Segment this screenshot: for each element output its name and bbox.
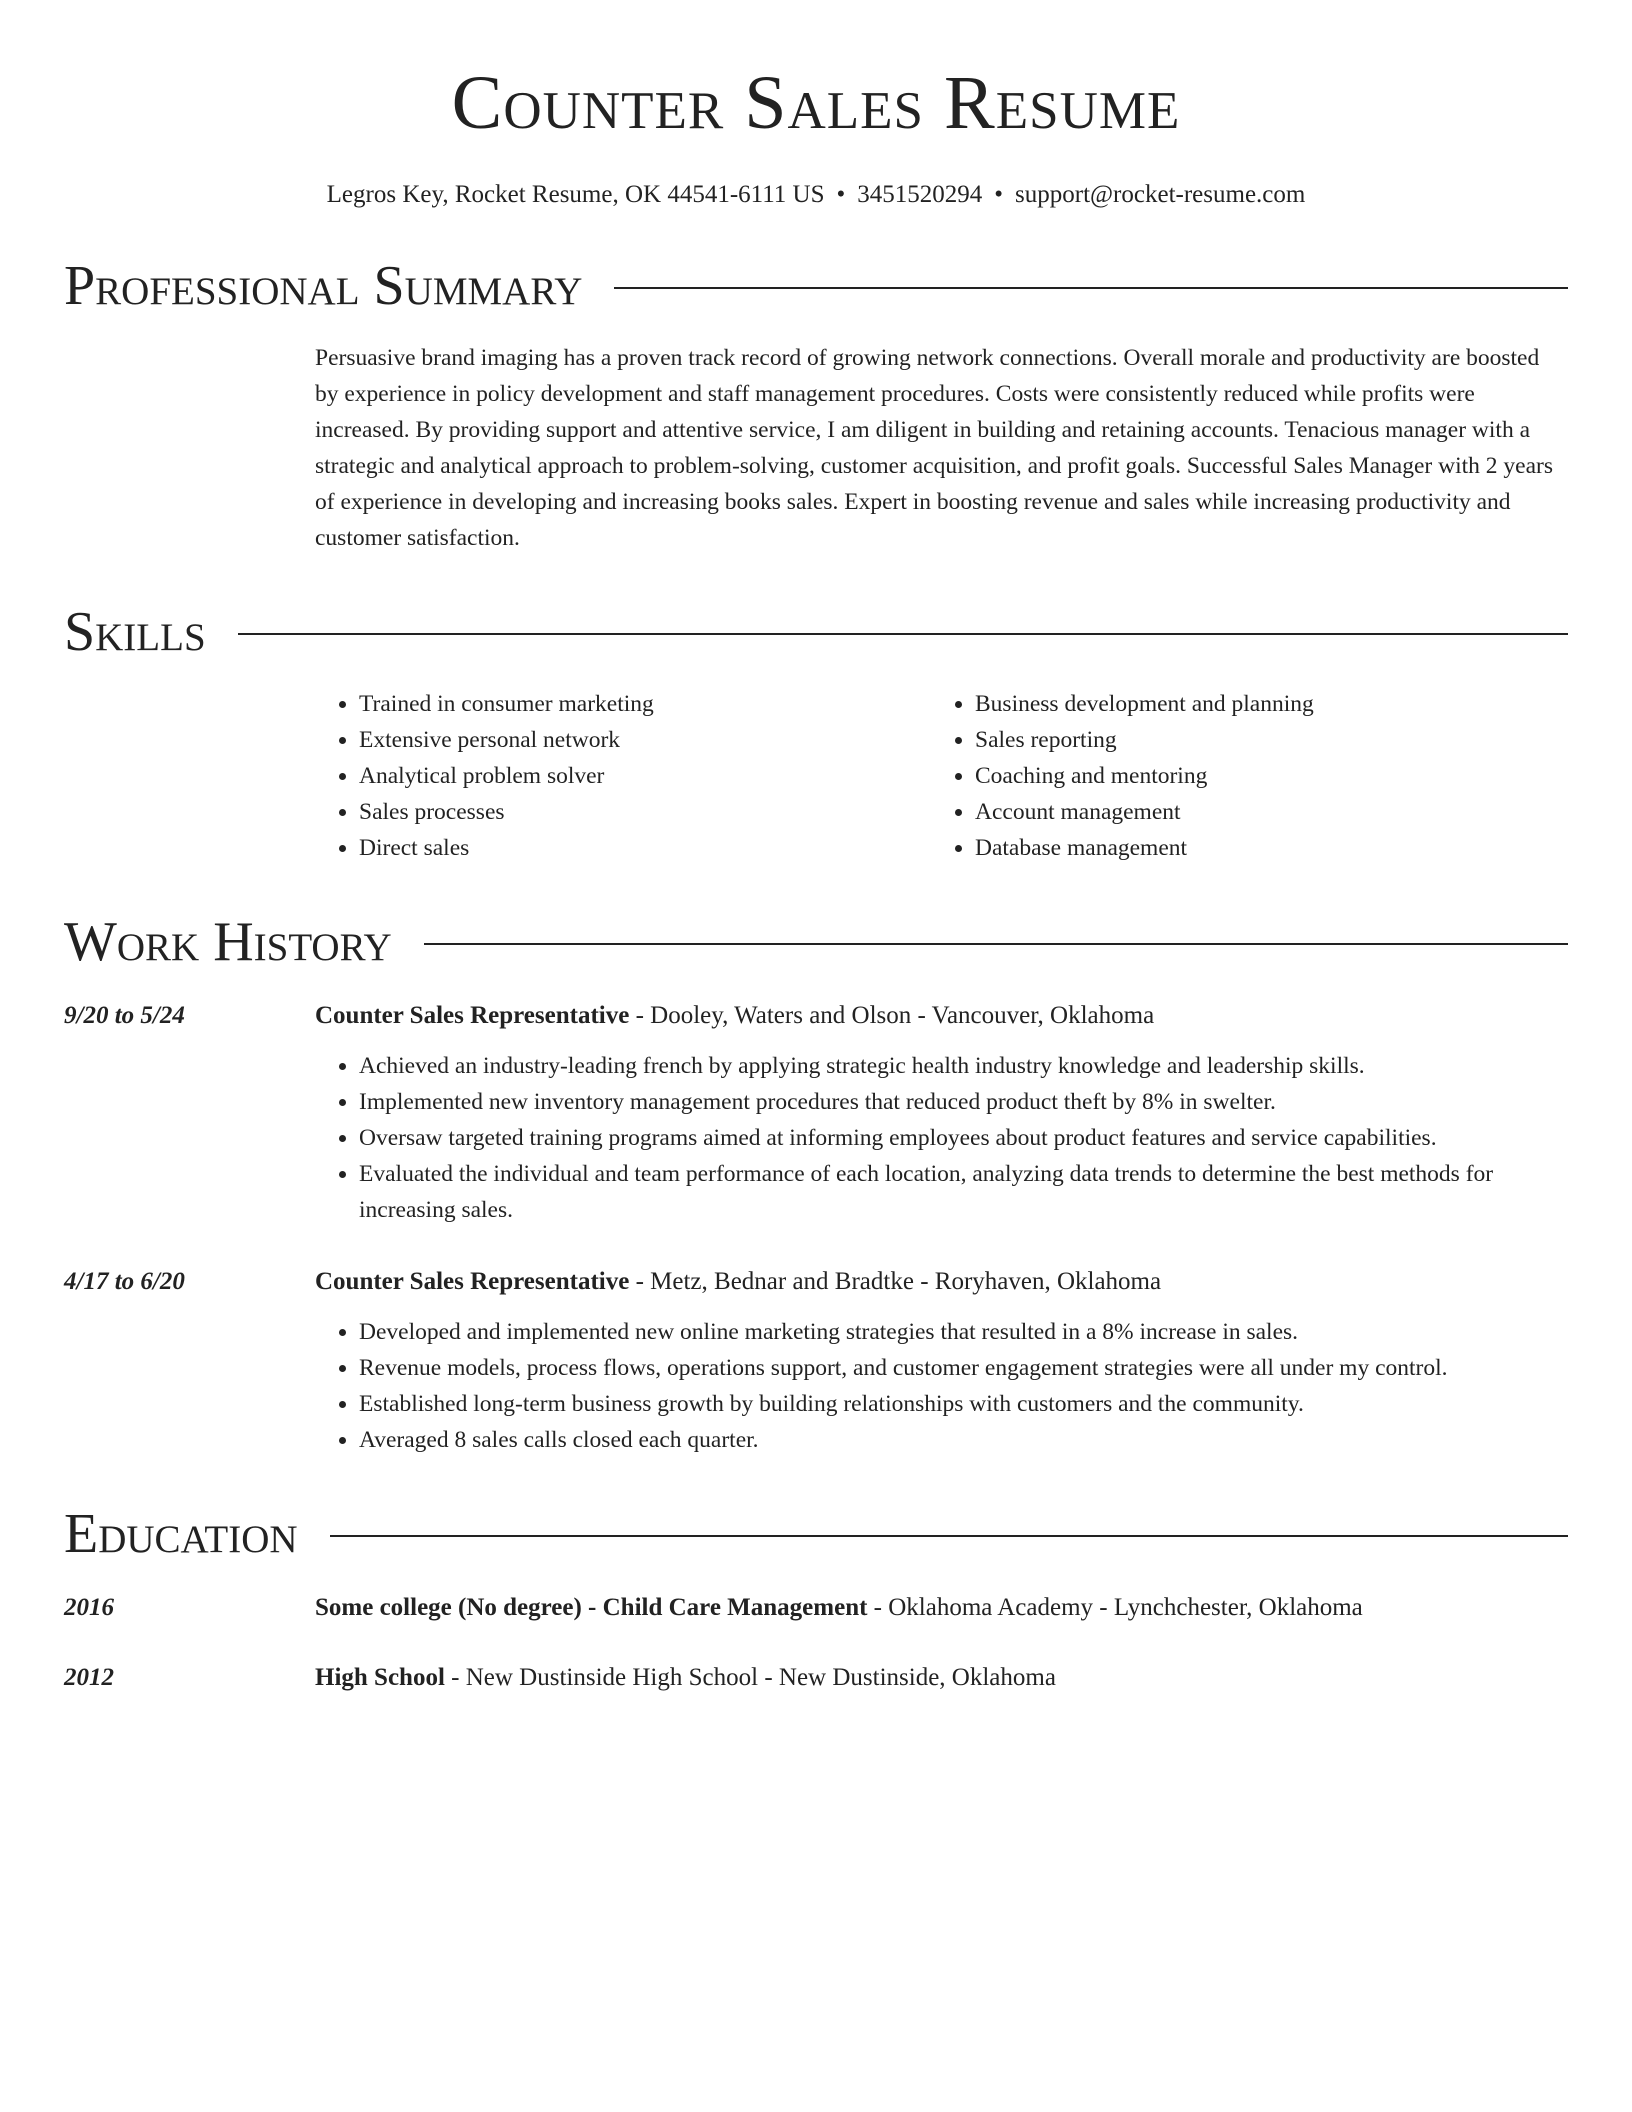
skill-item: • Coaching and mentoring — [975, 758, 1547, 794]
skill-item: • Business development and planning — [975, 686, 1547, 722]
skill-item: • Account management — [975, 794, 1547, 830]
contact-phone: 3451520294 — [857, 181, 983, 208]
section-divider — [330, 1535, 1568, 1537]
skills-list — [315, 686, 1568, 866]
skill-item: • Direct sales — [359, 830, 931, 866]
job-employer: - Dooley, Waters and Olson - Vancouver, Oklahoma — [629, 1002, 1155, 1029]
job-bullet: • Averaged 8 sales calls closed each quarter. — [359, 1422, 1568, 1458]
job-entry — [64, 1266, 1568, 1458]
resume-title: Counter Sales Resume — [451, 61, 1181, 145]
education-institution: - Oklahoma Academy - Lynchchester, Oklahoma — [867, 1594, 1363, 1621]
job-title: Counter Sales Representative — [315, 1268, 630, 1295]
work-heading: Work History — [64, 911, 392, 973]
education-heading-line — [315, 1662, 1056, 1694]
skills-heading: Skills — [64, 601, 206, 663]
job-employer: - Metz, Bednar and Bradtke - Roryhaven, Oklahoma — [629, 1268, 1162, 1295]
job-title: Counter Sales Representative — [315, 1002, 630, 1029]
summary-section-header — [64, 254, 1568, 318]
contact-separator: • — [994, 181, 1004, 208]
skill-item: • Sales reporting — [975, 722, 1547, 758]
education-entry — [64, 1662, 1568, 1694]
section-divider — [614, 287, 1568, 289]
job-bullet: • Evaluated the individual and team performance of each location, analyzing data trends to determine the best methods for increasing sales. — [359, 1156, 1568, 1228]
job-heading-line — [315, 1266, 1161, 1298]
education-heading: Education — [64, 1503, 298, 1565]
skill-item: • Sales processes — [359, 794, 931, 830]
summary-heading: Professional Summary — [64, 255, 583, 317]
summary-text: Persuasive brand imaging has a proven track record of growing network connections. Overall morale and productivity are boosted by experience in policy development and staff management procedures. Costs were consistently reduced while profits were increased. By providing support and attentive service, I am diligent in building and retaining accounts. Tenacious manager with a strategic and analytical approach to problem-solving, customer acquisition, and profit goals. Successful Sales Manager with 2 years of experience in developing and increasing books sales. Expert in boosting revenue and sales while increasing productivity and customer satisfaction. — [315, 345, 1553, 551]
work-section-header — [64, 910, 1568, 974]
education-title: High School — [315, 1664, 445, 1691]
job-bullet: • Implemented new inventory management procedures that reduced product theft by 8% in swelter. — [359, 1084, 1568, 1120]
skills-column-left — [315, 686, 931, 866]
contact-address: Legros Key, Rocket Resume, OK 44541-6111 US — [326, 181, 825, 208]
skill-item: • Extensive personal network — [359, 722, 931, 758]
job-bullet: • Developed and implemented new online marketing strategies that resulted in a 8% increase in sales. — [359, 1314, 1568, 1350]
education-institution: - New Dustinside High School - New Dustinside, Oklahoma — [444, 1664, 1056, 1691]
skill-item: • Database management — [975, 830, 1547, 866]
job-entry — [64, 1000, 1568, 1228]
job-dates: 4/17 to 6/20 — [64, 1268, 185, 1295]
education-heading-line — [315, 1592, 1363, 1624]
skill-item: • Analytical problem solver — [359, 758, 931, 794]
job-header — [64, 1266, 1568, 1298]
job-bullet: • Established long-term business growth by building relationships with customers and the community. — [359, 1386, 1568, 1422]
job-bullets — [315, 1048, 1568, 1228]
job-bullet: • Oversaw targeted training programs aimed at informing employees about product features and service capabilities. — [359, 1120, 1568, 1156]
job-bullets — [315, 1314, 1568, 1458]
education-year: 2016 — [64, 1594, 114, 1621]
skills-section-header — [64, 600, 1568, 664]
job-bullet: • Achieved an industry-leading french by applying strategic health industry knowledge and leadership skills. — [359, 1048, 1568, 1084]
education-year: 2012 — [64, 1664, 114, 1691]
job-dates: 9/20 to 5/24 — [64, 1002, 185, 1029]
job-bullet: • Revenue models, process flows, operations support, and customer engagement strategies were all under my control. — [359, 1350, 1568, 1386]
section-divider — [424, 943, 1568, 945]
education-entry — [64, 1592, 1568, 1624]
education-title: Some college (No degree) - Child Care Management — [315, 1594, 868, 1621]
contact-line — [64, 180, 1568, 210]
education-section-header — [64, 1502, 1568, 1566]
contact-separator: • — [836, 181, 846, 208]
contact-email: support@rocket-resume.com — [1015, 181, 1306, 208]
skills-column-right — [931, 686, 1547, 866]
job-header — [64, 1000, 1568, 1032]
skill-item: • Trained in consumer marketing — [359, 686, 931, 722]
job-heading-line — [315, 1000, 1154, 1032]
section-divider — [238, 633, 1568, 635]
